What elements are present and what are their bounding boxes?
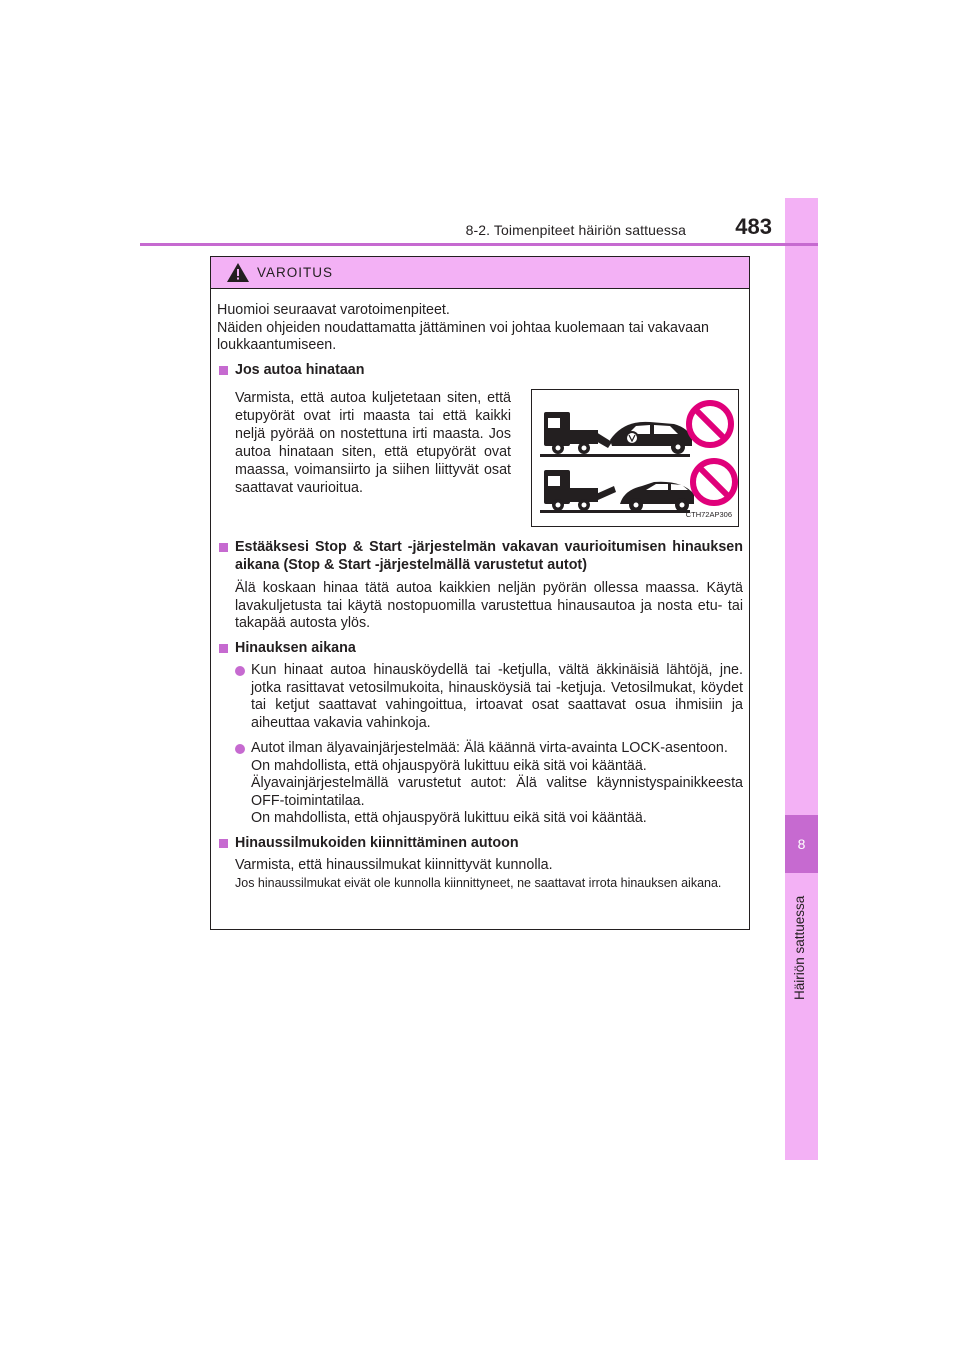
chapter-side-tab xyxy=(785,198,818,1160)
towing-illustration xyxy=(531,389,739,527)
warning-box xyxy=(210,256,750,930)
tow-scene-bottom xyxy=(540,470,694,513)
square-bullet-icon xyxy=(219,543,228,552)
section-heading: Jos autoa hinataan xyxy=(217,362,743,380)
warning-intro: Huomioi seuraavat varotoimenpiteet. Näiden ohjeiden noudattamatta jättäminen voi johtaa kuolemaan tai vakavaan loukkaantumiseen. xyxy=(217,302,709,353)
square-bullet-icon xyxy=(219,366,228,375)
warning-body xyxy=(211,289,749,892)
warning-triangle-icon xyxy=(227,263,249,282)
section-heading: Hinauksen aikana xyxy=(217,640,743,658)
square-bullet-icon xyxy=(219,644,228,653)
round-bullet-icon xyxy=(235,744,245,754)
prohibited-icon-top xyxy=(689,403,731,445)
section-text: Varmista, että autoa kuljetetaan siten, että etupyörät ovat irti maasta tai että kaikki neljä pyörää on nostettuna irti maasta. Jos autoa hinataan siten, että etupyörät ovat maassa, voimansiirto ja siihen liittyvät osat saattavat vaurioitua. xyxy=(235,390,511,496)
chapter-label: Häiriön sattuessa xyxy=(792,895,807,1000)
section-text: Älä koskaan hinaa tätä autoa kaikkien neljän pyörän ollessa maassa. Käytä lavakuljetusta tai käytä nostopuomilla varustettua hinausautoa ja nosta etu- tai takapää autosta ylös. xyxy=(235,580,743,631)
list-item: Kun hinaat autoa hinausköydellä tai -ketjulla, vältä äkkinäisiä lähtöjä, jne. jotka rasittavat vetosilmukoita, hinausköysiä tai -ketjuja. Vetosilmukat, köydet tai ketjut saattavat vahingoittua, irtoavat osat saattavat osua ihmisiin ja aiheuttaa vakavia vahinkoja. xyxy=(217,662,743,732)
round-bullet-icon xyxy=(235,666,245,676)
section-title: 8-2. Toimenpiteet häiriön sattuessa xyxy=(465,222,686,238)
chapter-number: 8 xyxy=(785,815,818,873)
square-bullet-icon xyxy=(219,839,228,848)
tow-scene-top xyxy=(540,412,692,457)
section-text: Varmista, että hinaussilmukat kiinnittyvät kunnolla. xyxy=(235,857,553,873)
prohibited-icon-bottom xyxy=(693,461,735,503)
section-note: Jos hinaussilmukat eivät ole kunnolla kiinnittyneet, ne saattavat irrota hinauksen aikana. xyxy=(235,875,722,890)
section-heading: Hinaussilmukoiden kiinnittäminen autoon xyxy=(217,835,743,853)
towing-content xyxy=(217,389,743,527)
page-number: 483 xyxy=(735,214,772,239)
figure-label: CTH72AP306 xyxy=(685,509,732,519)
section-heading: Estääksesi Stop & Start -järjestelmän vakavan vaurioitumisen hinauksen aikana (Stop & Start -järjestelmällä varustetut autot) xyxy=(217,539,743,574)
warning-title: VAROITUS xyxy=(257,265,334,280)
header-rule xyxy=(140,243,818,246)
warning-header xyxy=(211,257,749,289)
list-item: Autot ilman älyavainjärjestelmää: Älä käännä virta-avainta LOCK-asentoon. On mahdollista, että ohjauspyörä lukittuu eikä sitä voi kääntää. Älyavainjärjestelmällä varustetut autot: Älä valitse käynnistyspainikkeesta OFF-toimintatilaa. On mahdollista, että ohjauspyörä lukittuu eikä sitä voi kääntää. xyxy=(217,740,743,828)
